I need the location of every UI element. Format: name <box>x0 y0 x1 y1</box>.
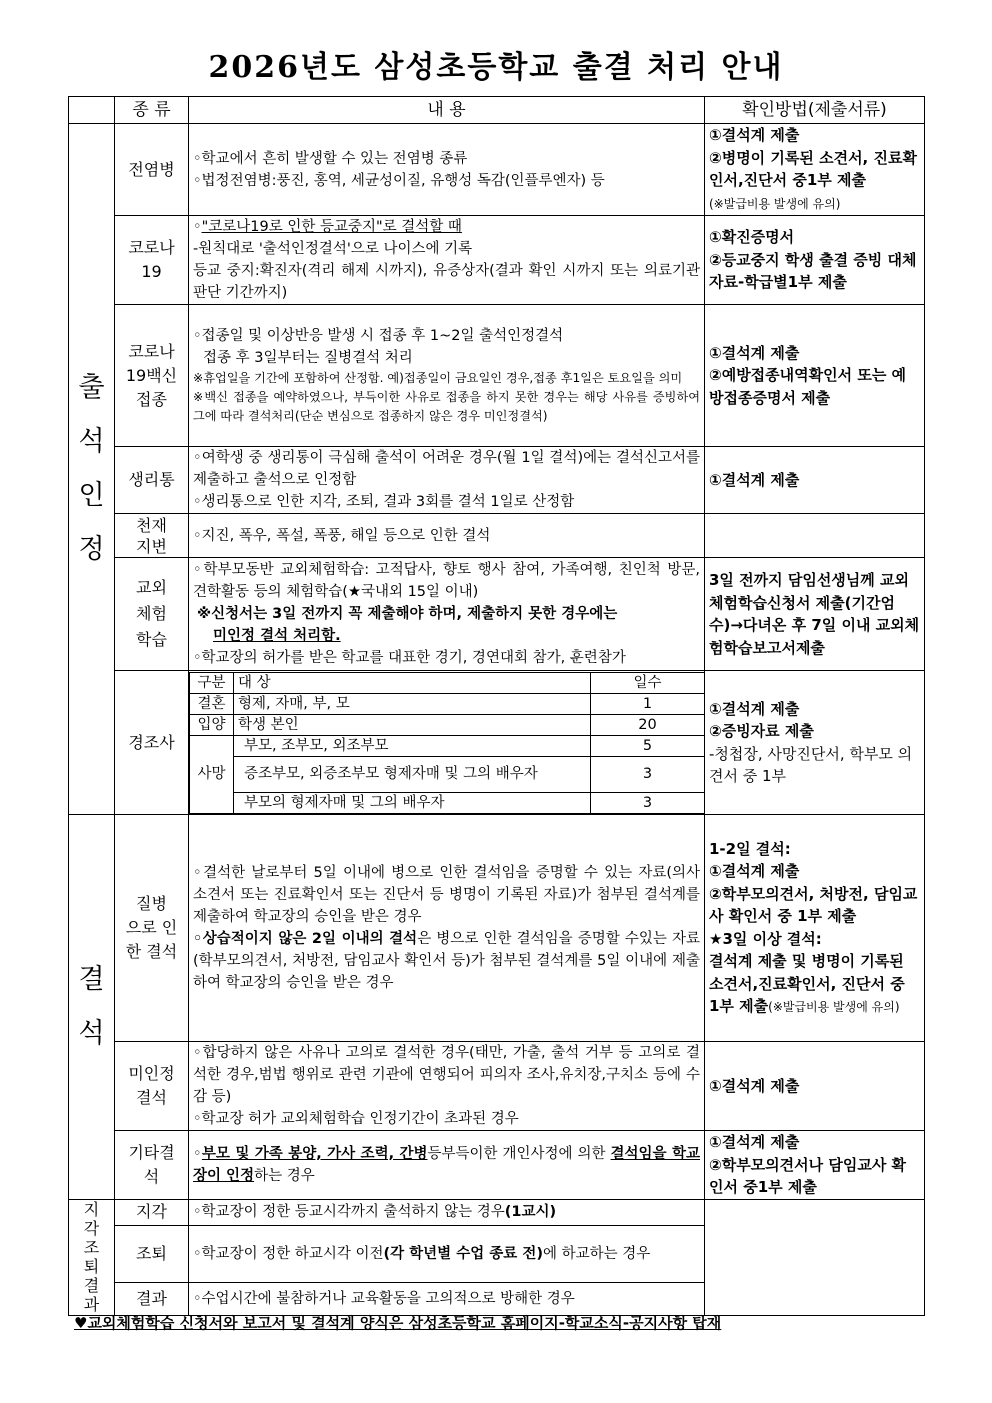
check-line: 결석계 제출 및 병명이 기록된 소견서,진료확인서, 진단서 중 1부 제출(※발급비용 발생에 유의) <box>709 952 905 1015</box>
type-label: 조퇴 <box>115 1225 189 1282</box>
check-cell <box>705 558 925 671</box>
check-line: ①결석계 제출 <box>709 126 800 144</box>
header-check: 확인방법(제출서류) <box>705 97 925 124</box>
check-line: ①결석계 제출 <box>709 1133 800 1151</box>
row-epidemic <box>69 124 925 216</box>
check-line: ①확진증명서 <box>709 228 795 247</box>
type-label: 천재 지변 <box>115 514 189 558</box>
content-cell <box>189 447 705 514</box>
content-line: ◦"코로나19로 인한 등교중지"로 결석할 때 <box>193 219 462 235</box>
check-cell <box>705 216 925 305</box>
family-event-cell <box>189 671 705 815</box>
content-cell <box>189 815 705 1042</box>
check-cell <box>705 514 925 558</box>
check-line: ②학부모의견서, 처방전, 담임교사 확인서 중 1부 제출 <box>709 884 918 925</box>
table-header-row <box>69 97 925 124</box>
type-label: 코로나 19 <box>115 216 189 305</box>
header-blank <box>69 97 115 124</box>
sub-cell: 학생 본인 <box>234 714 591 735</box>
footer-note: ♥교외체험학습 신청서와 보고서 및 결석계 양식은 삼성초등학교 홈페이지-학교소식-공지사항 탑재 <box>74 1314 722 1332</box>
row-vaccine <box>69 305 925 447</box>
check-line: ①결석계 제출 <box>709 470 800 489</box>
group-late: 지 각 조 퇴 결 과 <box>69 1199 115 1315</box>
sub-header: 구분 <box>190 672 234 693</box>
content-cell: ◦학교장이 정한 등교시각까지 출석하지 않는 경우(1교시) <box>189 1199 705 1225</box>
content-cell: ◦학교장이 정한 하교시각 이전(각 학년별 수업 종료 전)에 하교하는 경우 <box>189 1225 705 1282</box>
sub-cell: 형제, 자매, 부, 모 <box>234 693 591 714</box>
type-label: 기타결 석 <box>115 1131 189 1200</box>
check-line: ②등교중지 학생 출결 증빙 대체자료-학급별1부 제출 <box>709 250 917 292</box>
check-head: 1-2일 결석: <box>709 839 791 858</box>
check-line: ①결석계 제출 <box>709 1076 800 1095</box>
sub-cell: 3 <box>591 756 705 792</box>
check-line: ②병명이 기록된 소견서, 진료확인서,진단서 중1부 제출 <box>709 148 917 189</box>
check-cell <box>705 671 925 815</box>
content-line: ◦합당하지 않은 사유나 고의로 결석한 경우(태만, 가출, 출석 거부 등 고의로 결석한 경우,범법 행위로 관련 기관에 연행되어 피의자 조사,유치장,구치소 등에 수감 등) <box>193 1045 700 1105</box>
type-label: 코로나 19백신 접종 <box>115 305 189 447</box>
row-unexcused <box>69 1042 925 1131</box>
check-cell <box>705 305 925 447</box>
type-label: 결과 <box>115 1282 189 1315</box>
content-cell <box>189 124 705 216</box>
content-line: ◦학부모동반 교외체험학습: 고적답사, 향토 행사 참여, 가족여행, 친인척 방문, 견학활동 등의 체험학습(★국내외 15일 이내) <box>193 562 700 600</box>
content-line: 등교 중지:확진자(격리 해제 시까지), 유증상자(결과 확인 시까지 또는 의료기관 판단 기간까지) <box>193 263 700 301</box>
type-label: 지각 <box>115 1199 189 1225</box>
type-label: 생리통 <box>115 447 189 514</box>
check-head: ★3일 이상 결석: <box>709 929 822 948</box>
header-content: 내 용 <box>189 97 705 124</box>
content-line: ◦여학생 중 생리통이 극심해 출석이 어려운 경우(월 1일 결석)에는 결석신고서를 제출하고 출석으로 인정함 <box>193 450 700 488</box>
check-cell <box>705 1042 925 1131</box>
row-menstrual <box>69 447 925 514</box>
content-cell <box>189 1042 705 1131</box>
group-absence: 결 석 <box>69 815 115 1200</box>
sub-cell: 1 <box>591 693 705 714</box>
check-line: 3일 전까지 담임선생님께 교외체험학습신청서 제출(기간엄수)→다녀온 후 7일 이내 교외체험학습보고서제출 <box>709 571 920 657</box>
sub-header: 일수 <box>591 672 705 693</box>
sub-cell: 증조부모, 외증조부모 형제자매 및 그의 배우자 <box>234 756 591 792</box>
content-line: ◦법정전염병:풍진, 홍역, 세균성이질, 유행성 독감(인플루엔자) 등 <box>193 172 605 189</box>
header-type: 종 류 <box>115 97 189 124</box>
content-cell <box>189 216 705 305</box>
row-sick <box>69 815 925 1042</box>
content-line: 접종 후 3일부터는 질병결석 처리 <box>203 350 413 366</box>
check-note: (※발급비용 발생에 유의) <box>709 196 841 211</box>
type-label: 교외 체험 학습 <box>115 558 189 671</box>
row-other-absence <box>69 1131 925 1200</box>
type-label: 미인정 결석 <box>115 1042 189 1131</box>
content-line: ◦학교장의 허가를 받은 학교를 대표한 경기, 경연대회 참가, 훈련참가 <box>193 650 626 666</box>
row-disaster <box>69 514 925 558</box>
content-line: -원칙대로 '출석인정결석'으로 나이스에 기록 <box>193 241 473 257</box>
attendance-table <box>68 96 925 1316</box>
row-late <box>69 1199 925 1225</box>
sub-cell: 결혼 <box>190 693 234 714</box>
sub-cell: 입양 <box>190 714 234 735</box>
sub-cell: 부모, 조부모, 외조부모 <box>234 735 591 756</box>
check-line: ①결석계 제출 <box>709 862 800 880</box>
content-line: ◦학교장 허가 교외체험학습 인정기간이 초과된 경우 <box>193 1111 519 1127</box>
type-label: 전염병 <box>115 124 189 216</box>
check-cell <box>705 1131 925 1200</box>
content-line: ◦지진, 폭우, 폭설, 폭풍, 해일 등으로 인한 결석 <box>193 527 491 544</box>
content-line: ◦결석한 날로부터 5일 이내에 병으로 인한 결석임을 증명할 수 있는 자료(의사 소견서 또는 진료확인서 또는 진단서 등 병명이 기록된 자료)가 첨부된 결석계를 제출하여 학교장의 승인을 받은 경우 <box>193 865 700 925</box>
check-line: ①결석계 제출 <box>709 343 800 362</box>
check-cell <box>705 815 925 1042</box>
check-cell <box>705 124 925 216</box>
page-title: 2026년도 삼성초등학교 출결 처리 안내 <box>208 50 784 85</box>
underlined-text: "코로나19로 인한 등교중지"로 결석할 때 <box>201 219 462 235</box>
content-cell: ◦수업시간에 불참하거나 교육활동을 고의적으로 방해한 경우 <box>189 1282 705 1315</box>
content-cell <box>189 558 705 671</box>
note-line: ※휴업일을 기간에 포함하여 산정함. 예)접종일이 금요일인 경우,접종 후1일은 토요일을 의미 <box>193 371 683 385</box>
bold-note: ※신청서는 3일 전까지 꼭 제출해야 하며, 제출하지 못한 경우에는 <box>197 606 618 622</box>
content-cell <box>189 514 705 558</box>
content-line: ◦접종일 및 이상반응 발생 시 접종 후 1~2일 출석인정결석 <box>193 328 564 344</box>
sub-cell: 사망 <box>190 735 234 813</box>
content-line: ◦부모 및 가족 봉양, 가사 조력, 간병등부득이한 개인사정에 의한 결석임을 학교장이 인정하는 경우 <box>193 1145 700 1184</box>
sub-cell: 부모의 형제자매 및 그의 배우자 <box>234 792 591 813</box>
sub-cell: 3 <box>591 792 705 813</box>
content-cell <box>189 305 705 447</box>
check-line: ②예방접종내역확인서 또는 예방접종증명서 제출 <box>709 366 907 407</box>
content-cell <box>189 1131 705 1200</box>
content-line: ◦상습적이지 않은 2일 이내의 결석은 병으로 인한 결석임을 증명할 수있는 자료(학부모의견서, 처방전, 담임교사 확인서 등)가 첨부된 결석계를 5일 이내에 제출하여 학교장의 승인을 받은 경우 <box>193 931 701 991</box>
check-line: ②증빙자료 제출 <box>709 722 814 740</box>
row-family-event <box>69 671 925 815</box>
check-cell <box>705 447 925 514</box>
bold-note: 미인정 결석 처리함. <box>213 628 341 644</box>
note-line: ※백신 접종을 예약하였으나, 부득이한 사유로 접종을 하지 못한 경우는 해당 사유를 증빙하여 그에 따라 결석처리(단순 변심으로 접종하지 않은 경우 미인정결석) <box>193 390 700 423</box>
type-label: 질병 으로 인 한 결석 <box>115 815 189 1042</box>
type-label: 경조사 <box>115 671 189 815</box>
check-line: ①결석계 제출 <box>709 699 800 718</box>
sub-cell: 20 <box>591 714 705 735</box>
group-attendance: 출 석 인 정 <box>69 124 115 815</box>
check-line: ②학부모의견서나 담임교사 확인서 중1부 제출 <box>709 1155 907 1196</box>
row-covid <box>69 216 925 305</box>
content-line: ◦생리통으로 인한 지각, 조퇴, 결과 3회를 결석 1일로 산정함 <box>193 494 575 510</box>
family-event-table <box>189 672 705 814</box>
sub-header: 대 상 <box>234 672 591 693</box>
content-line: ◦학교에서 흔히 발생할 수 있는 전염병 종류 <box>193 150 468 167</box>
check-cell <box>705 1199 925 1315</box>
check-line: -청첩장, 사망진단서, 학부모 의견서 중 1부 <box>709 744 913 785</box>
sub-cell: 5 <box>591 735 705 756</box>
row-field-trip <box>69 558 925 671</box>
